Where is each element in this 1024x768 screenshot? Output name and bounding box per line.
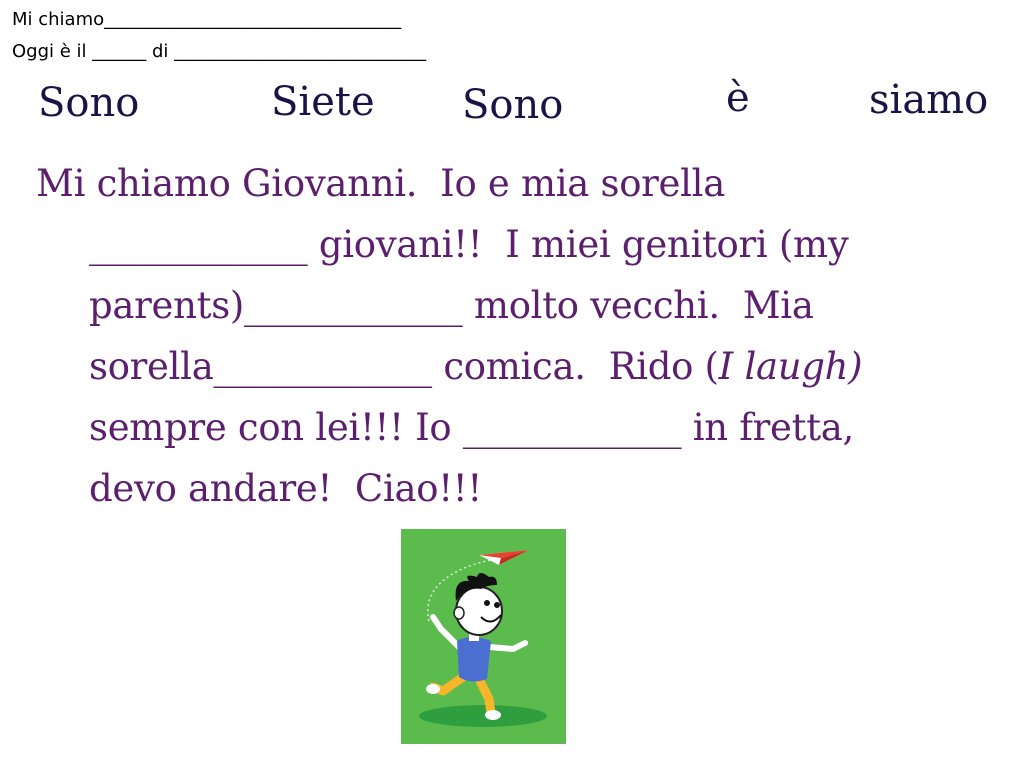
word-bank-item: Siete bbox=[271, 79, 375, 125]
running-boy-with-paper-plane-icon bbox=[401, 529, 566, 744]
word-bank-item: Sono bbox=[462, 82, 564, 128]
paragraph-line: sempre con lei!!! Io ____________ in fretta, bbox=[89, 406, 854, 449]
italic-gloss: I laugh) bbox=[718, 345, 863, 388]
paragraph-line: devo andare! Ciao!!! bbox=[89, 467, 482, 510]
word-bank-item: Sono bbox=[38, 80, 140, 126]
fill-in-paragraph bbox=[36, 153, 996, 519]
paragraph-line: ____________ giovani!! I miei genitori (my bbox=[89, 223, 849, 266]
word-bank-item: siamo bbox=[869, 77, 989, 123]
running-boy-illustration bbox=[401, 529, 566, 744]
date-field-line: Oggi è il ______ di ____________________________ bbox=[12, 41, 427, 62]
word-bank-item: è bbox=[726, 75, 750, 121]
paragraph-line: parents)____________ molto vecchi. Mia bbox=[89, 284, 814, 327]
paragraph-line-text: sorella____________ comica. Rido ( bbox=[89, 345, 719, 388]
paragraph-line: Mi chiamo Giovanni. Io e mia sorella bbox=[36, 162, 725, 205]
paragraph-line bbox=[36, 336, 996, 397]
name-field-line: Mi chiamo_________________________________ bbox=[12, 9, 402, 30]
